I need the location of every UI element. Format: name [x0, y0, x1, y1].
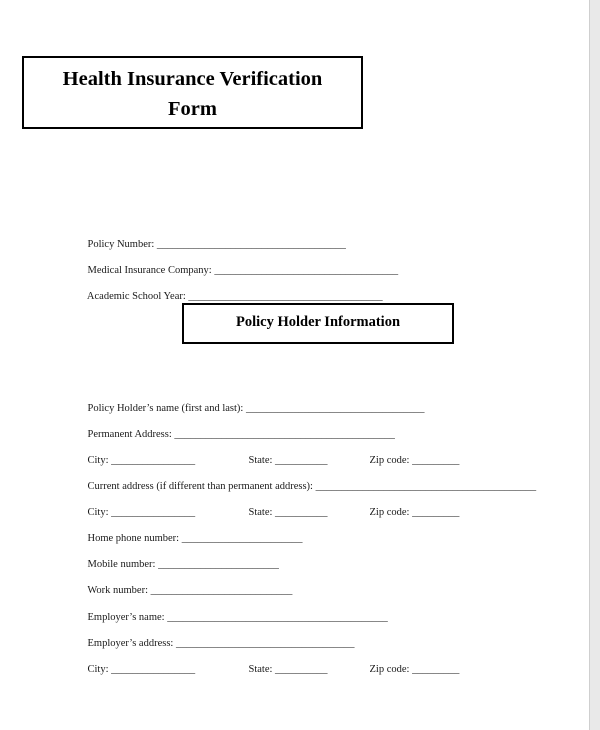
- city-blank[interactable]: ________________: [111, 664, 196, 675]
- medical-insurance-company-label: Medical Insurance Company:: [87, 265, 215, 276]
- mobile-number-blank[interactable]: _______________________: [158, 559, 279, 570]
- state-label: State:: [248, 664, 276, 675]
- city-label: City:: [87, 455, 112, 466]
- mobile-number-label: Mobile number:: [87, 559, 159, 570]
- home-phone-blank[interactable]: _______________________: [181, 533, 303, 544]
- zip-code-field[interactable]: [359, 650, 459, 689]
- zip-code-field[interactable]: [359, 493, 459, 532]
- zip-code-label: Zip code:: [369, 507, 413, 518]
- policy-number-label: Policy Number:: [87, 239, 157, 250]
- academic-school-year-blank[interactable]: _____________________________________: [188, 291, 383, 302]
- zip-code-label: Zip code:: [369, 664, 413, 675]
- academic-school-year-label: Academic School Year:: [86, 291, 189, 302]
- zip-code-blank[interactable]: _________: [412, 507, 460, 518]
- work-number-blank[interactable]: ___________________________: [150, 585, 293, 596]
- form-title-line1: Health Insurance Verification: [62, 68, 323, 90]
- state-label: State:: [248, 455, 276, 466]
- current-address-blank[interactable]: __________________________________________: [315, 481, 537, 492]
- form-title-line2: Form: [168, 98, 217, 120]
- state-blank[interactable]: __________: [275, 507, 328, 518]
- zip-code-blank[interactable]: _________: [412, 455, 460, 466]
- medical-insurance-company-blank[interactable]: ___________________________________: [214, 265, 399, 276]
- city-blank[interactable]: ________________: [111, 507, 196, 518]
- employer-address-blank[interactable]: __________________________________: [175, 638, 355, 649]
- state-blank[interactable]: __________: [275, 455, 328, 466]
- policy-holder-section-header: [182, 303, 454, 344]
- current-address-label: Current address (if different than permanent address):: [87, 481, 316, 492]
- work-number-label: Work number:: [87, 585, 151, 596]
- employer-name-blank[interactable]: __________________________________________: [167, 612, 388, 623]
- state-field[interactable]: [238, 650, 328, 689]
- permanent-address-label: Permanent Address:: [87, 429, 175, 440]
- zip-code-label: Zip code:: [369, 455, 413, 466]
- city-blank[interactable]: ________________: [111, 455, 196, 466]
- policy-holder-name-blank[interactable]: __________________________________: [245, 403, 425, 414]
- policy-number-blank[interactable]: ____________________________________: [156, 239, 346, 250]
- state-label: State:: [248, 507, 276, 518]
- employer-name-label: Employer’s name:: [87, 612, 168, 623]
- city-label: City:: [87, 664, 112, 675]
- policy-holder-name-label: Policy Holder’s name (first and last):: [87, 403, 246, 414]
- permanent-address-blank[interactable]: __________________________________________: [174, 429, 395, 440]
- home-phone-label: Home phone number:: [87, 533, 182, 544]
- form-title-box: [22, 56, 363, 129]
- state-blank[interactable]: __________: [275, 664, 328, 675]
- city-label: City:: [87, 507, 112, 518]
- city-field[interactable]: [77, 650, 195, 689]
- zip-code-blank[interactable]: _________: [412, 664, 460, 675]
- section-title: Policy Holder Information: [235, 314, 401, 330]
- employer-address-label: Employer’s address:: [87, 638, 176, 649]
